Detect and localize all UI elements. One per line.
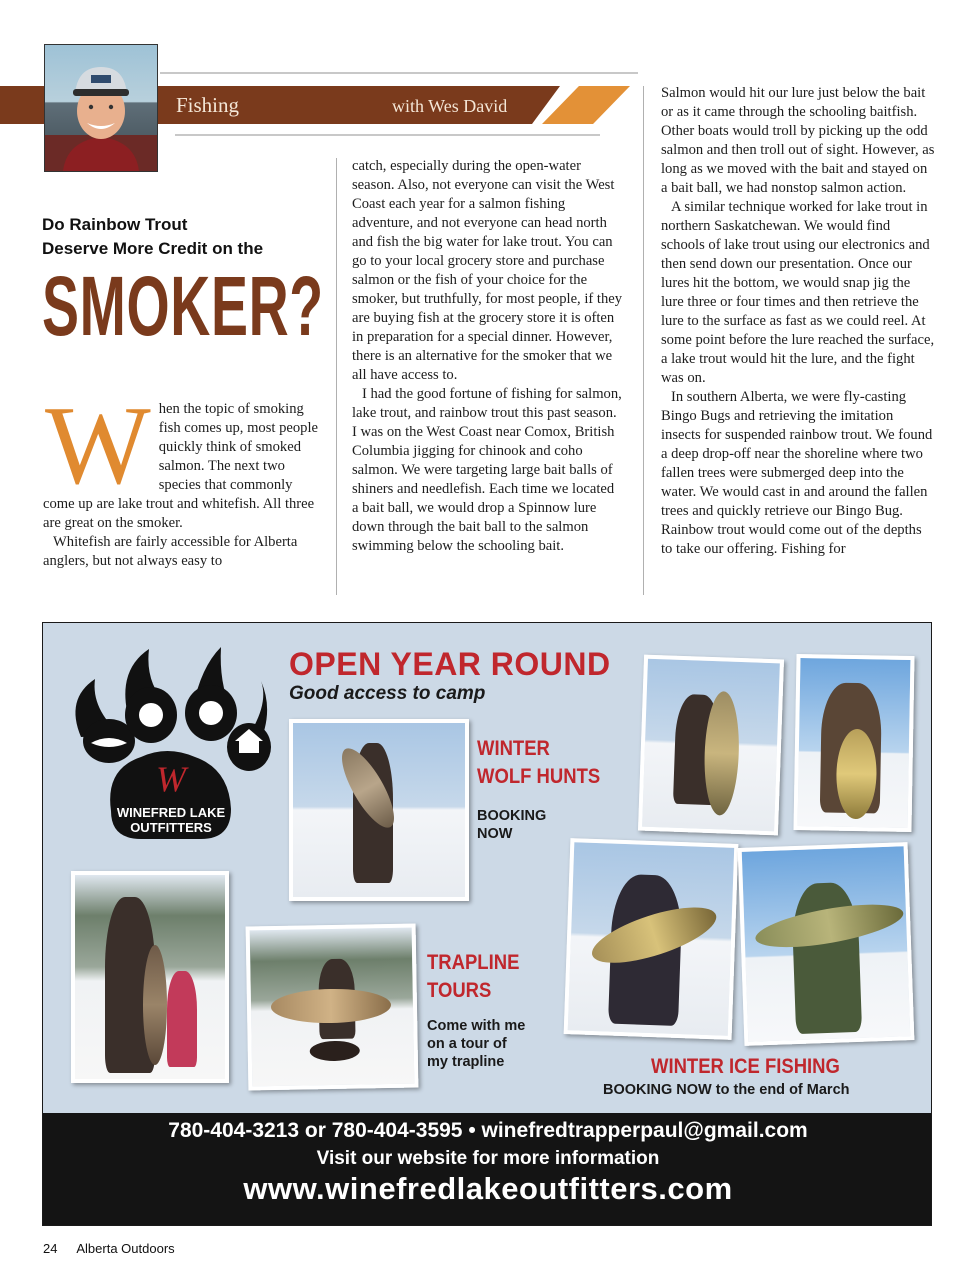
wolf-title-line-2: WOLF HUNTS: [477, 765, 601, 788]
trapline-family-photo: [71, 871, 229, 1083]
ad-contact-bar: [43, 1113, 932, 1226]
trapline-title-line-1: TRAPLINE: [427, 951, 520, 974]
logo-initial: W: [156, 759, 186, 799]
paw-print-icon: [61, 639, 273, 851]
article-column-2: [352, 157, 624, 556]
wolf-booking: [477, 807, 546, 843]
wolf-booking-line-1: BOOKING: [477, 808, 547, 824]
column-divider: [336, 158, 337, 595]
article-column-1: [43, 384, 319, 571]
trapline-tours-title: [427, 949, 519, 1005]
paragraph: Whitefish are fairly accessible for Alberta anglers, but not always easy to: [43, 534, 298, 569]
ad-website-link[interactable]: www.winefredlakeoutfitters.com: [243, 1171, 733, 1206]
trapline-desc-line-2: on a tour of: [427, 1036, 507, 1052]
trapline-catch-photo: [246, 924, 419, 1091]
outfitter-advertisement: [42, 622, 932, 1226]
paragraph: hen the topic of smoking fish comes up, most people quickly think of smoked salmon. The next two species that commonly come up are lake trout and whitefish. All three are great on the smoker.: [43, 401, 319, 531]
trapline-desc-line-1: Come with me: [427, 1018, 526, 1034]
ice-fishing-photo-1: [638, 655, 784, 836]
paragraph: Salmon would hit our lure just below the bait or as it came through the schooling baitfish. Other boats would troll by picking up the odd salmon and then troll out of sight. However, as long as we moved with the bait and stayed on a bait ball, we had nonstop salmon action.: [661, 85, 935, 196]
ice-fishing-photo-3: [564, 838, 739, 1040]
author-photo: [44, 44, 158, 172]
deck-line-1: Do Rainbow Trout: [42, 215, 188, 234]
author-portrait-icon: [45, 45, 157, 171]
outfitter-logo: [61, 639, 273, 851]
trapline-description: [427, 1017, 525, 1071]
wolf-title-line-1: WINTER: [477, 737, 550, 760]
logo-line-1: WINEFRED LAKE: [116, 805, 226, 820]
paragraph: A similar technique worked for lake trout in northern Saskatchewan. We would find schools of lake trout using our electronics and then send down our presentation. Once our lures hit the bottom, we would snap jig the lure three or four times and then retrieve the lure to the surface as fast as we could reel. At some point before the lure reached the surface, a lake trout would hit the lure, and the fight was on.: [661, 199, 935, 386]
ice-fishing-title: WINTER ICE FISHING: [651, 1055, 840, 1078]
wolf-hunts-title: [477, 735, 600, 791]
article-deck: [42, 213, 322, 261]
wolf-booking-line-2: NOW: [477, 826, 513, 842]
header-rule-top: [160, 72, 638, 74]
article-column-3: [661, 84, 935, 559]
paragraph: I had the good fortune of fishing for salmon, lake trout, and rainbow trout this past season. I was on the West Coast near Comox, British Columbia jigging for chinook and coho salmon. We were targeting large bait balls of shiners and needlefish. Each time we located a bait ball, we would drop a Spinnow lure down through the bait ball to the salmon swimming below the schooling bait.: [352, 386, 622, 554]
wolf-hunt-photo: [289, 719, 469, 901]
paragraph: catch, especially during the open-water season. Also, not everyone can visit the West Coast each year for a salmon fishing adventure, and not everyone can head north and fish the big water for lake trout. You can go to your local grocery store and purchase salmon or the fish of your choice for the smoker, but truthfully, for most people, if they are buying fish at the grocery store it is often in preparation for a special dinner. However, there is an alternative for the smoker that we all have access to.: [352, 158, 623, 383]
ice-fishing-photo-4: [738, 842, 915, 1046]
deck-line-2: Deserve More Credit on the: [42, 239, 264, 258]
ice-fishing-photo-2: [793, 654, 914, 832]
section-label: Fishing: [176, 93, 240, 117]
magazine-name: Alberta Outdoors: [76, 1241, 175, 1256]
article-headline: SMOKER?: [42, 259, 324, 353]
column-divider: [643, 86, 644, 595]
logo-line-2: OUTFITTERS: [130, 820, 212, 835]
byline: with Wes David: [392, 96, 508, 116]
header-rule-bottom: [175, 134, 600, 136]
page-footer: [43, 1241, 191, 1256]
ad-headline: OPEN YEAR ROUND: [289, 646, 611, 682]
ad-subhead: Good access to camp: [289, 683, 486, 704]
paragraph: In southern Alberta, we were fly-casting Bingo Bugs and retrieving the imitation insects for suspended rainbow trout. We found a deep drop-off near the shoreline where two fallen trees were submerged deep into the water. We would cast in and around the fallen trees and quickly retrieve our Bingo Bug. Rainbow trout would come out of the depths to take our offering. Fishing for: [661, 389, 933, 557]
ad-contact-line: 780-404-3213 or 780-404-3595 • winefredtrapperpaul@gmail.com: [168, 1119, 808, 1142]
ad-visit-line: Visit our website for more information: [316, 1148, 660, 1169]
ice-fishing-booking: BOOKING NOW to the end of March: [603, 1082, 850, 1098]
trapline-title-line-2: TOURS: [427, 979, 492, 1002]
trapline-desc-line-3: my trapline: [427, 1054, 505, 1070]
page-number: 24: [43, 1241, 58, 1256]
drop-cap: W: [45, 384, 151, 508]
